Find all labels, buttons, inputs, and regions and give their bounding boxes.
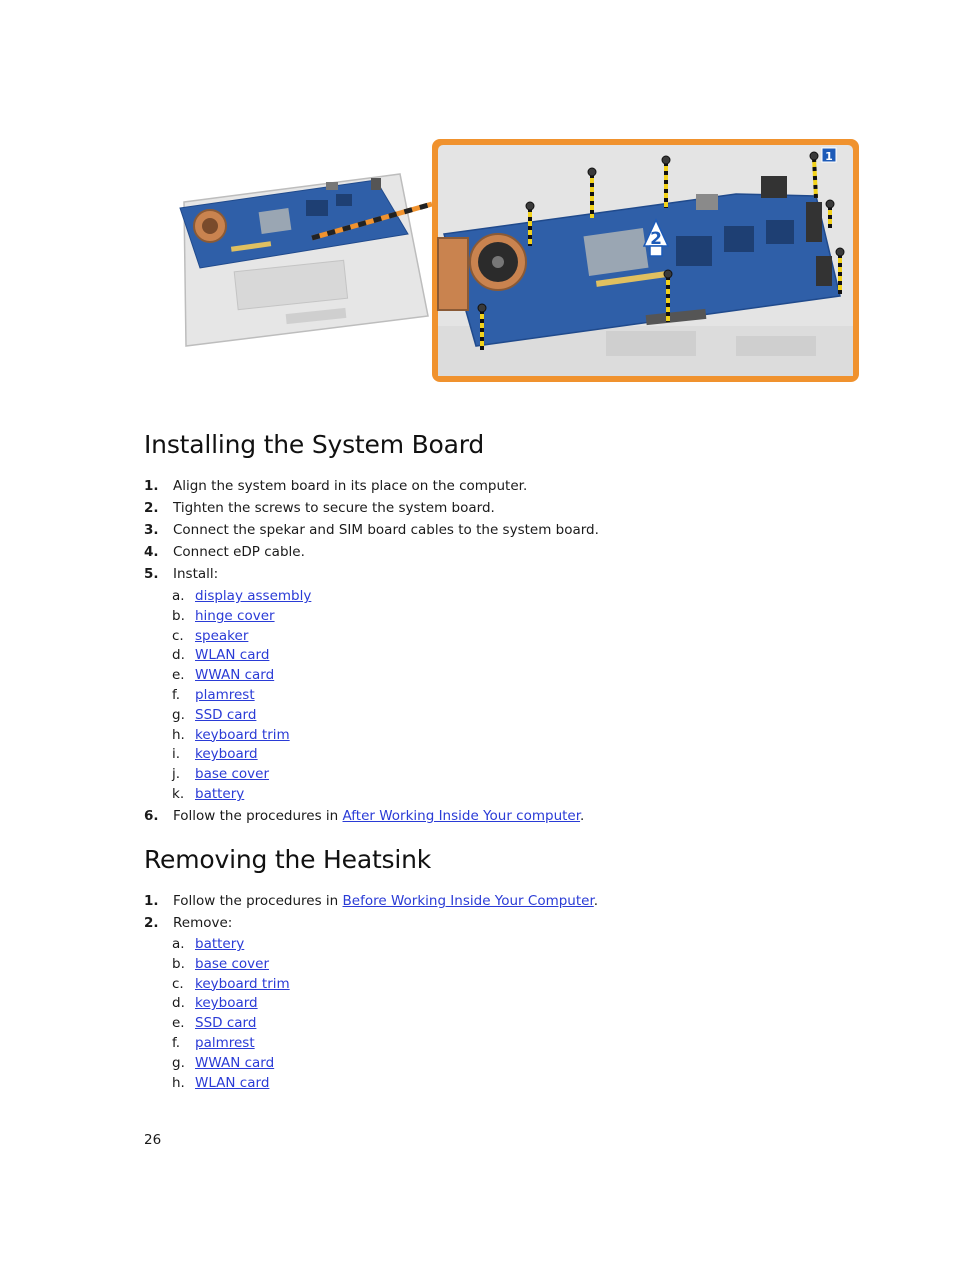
section-title-removing: Removing the Heatsink xyxy=(144,845,432,874)
callout-badge-label: 1 xyxy=(825,150,833,163)
step-number: 4. xyxy=(144,544,159,560)
after-working-link[interactable]: After Working Inside Your computer xyxy=(342,808,581,824)
step-number: 1. xyxy=(144,478,159,494)
component-link[interactable]: WWAN card xyxy=(195,667,275,684)
component-link[interactable]: hinge cover xyxy=(195,607,275,624)
item-letter: d. xyxy=(172,995,185,1012)
step-number: 2. xyxy=(144,500,159,516)
component-link[interactable]: battery xyxy=(195,785,245,802)
step-text-prefix: Follow the procedures in xyxy=(173,893,343,909)
component-link[interactable]: base cover xyxy=(195,955,269,972)
step-text: Connect the spekar and SIM board cables to the system board. xyxy=(173,522,599,538)
step-text-prefix: Follow the procedures in xyxy=(173,808,343,824)
item-letter: e. xyxy=(172,1015,185,1032)
item-letter: b. xyxy=(172,955,185,972)
item-letter: e. xyxy=(172,667,185,684)
item-letter: g. xyxy=(172,1054,185,1071)
item-letter: j. xyxy=(172,766,181,783)
item-letter: d. xyxy=(172,647,185,664)
item-letter: c. xyxy=(172,975,184,992)
component-link[interactable]: base cover xyxy=(195,766,269,783)
zoom-callout xyxy=(432,139,859,382)
step-number: 5. xyxy=(144,566,159,582)
step-text xyxy=(173,805,584,827)
component-link[interactable]: WWAN card xyxy=(195,1054,275,1071)
system-board-figure xyxy=(176,136,862,386)
step-text-suffix: . xyxy=(580,808,585,824)
chassis-overview xyxy=(180,174,428,346)
item-letter: c. xyxy=(172,627,184,644)
component-link[interactable]: speaker xyxy=(195,627,249,644)
step-text: Align the system board in its place on the computer. xyxy=(173,478,528,494)
item-letter: h. xyxy=(172,1074,185,1091)
component-link[interactable]: SSD card xyxy=(195,706,257,723)
component-link[interactable]: WLAN card xyxy=(195,1074,270,1091)
item-letter: h. xyxy=(172,726,185,743)
item-letter: g. xyxy=(172,706,185,723)
item-letter: a. xyxy=(172,936,185,952)
step-text: Tighten the screws to secure the system board. xyxy=(173,500,495,516)
step-number: 6. xyxy=(144,808,159,824)
step-number: 2. xyxy=(144,915,159,931)
step-text xyxy=(173,890,598,912)
step-text-suffix: . xyxy=(593,893,599,909)
section-title-installing: Installing the System Board xyxy=(144,430,485,459)
callout-badge-2: 2 xyxy=(650,229,662,249)
component-link[interactable]: keyboard trim xyxy=(195,975,290,992)
step-text: Connect eDP cable. xyxy=(173,544,305,560)
component-link[interactable]: display assembly xyxy=(195,588,312,604)
system-board-illustration xyxy=(176,136,862,386)
step-text: Install: xyxy=(173,566,219,582)
item-letter: b. xyxy=(172,607,185,624)
component-link[interactable]: WLAN card xyxy=(195,647,270,664)
component-link[interactable]: palmrest xyxy=(195,1034,255,1051)
component-link[interactable]: plamrest xyxy=(195,686,255,703)
component-link[interactable]: SSD card xyxy=(195,1015,257,1032)
item-letter: k. xyxy=(172,785,185,802)
item-letter: i. xyxy=(172,746,181,763)
step-number: 1. xyxy=(144,893,159,909)
page-number: 26 xyxy=(144,1132,162,1148)
callout-badge-1 xyxy=(822,148,836,163)
component-link[interactable]: keyboard xyxy=(195,746,258,763)
item-letter: a. xyxy=(172,588,185,604)
step-text: Remove: xyxy=(173,915,233,931)
component-link[interactable]: battery xyxy=(195,936,245,952)
before-working-link[interactable]: Before Working Inside Your Computer xyxy=(342,893,594,909)
step-number: 3. xyxy=(144,522,159,538)
item-letter: f. xyxy=(172,1034,181,1051)
component-link[interactable]: keyboard trim xyxy=(195,726,290,743)
item-letter: f. xyxy=(172,686,181,703)
component-link[interactable]: keyboard xyxy=(195,995,258,1012)
